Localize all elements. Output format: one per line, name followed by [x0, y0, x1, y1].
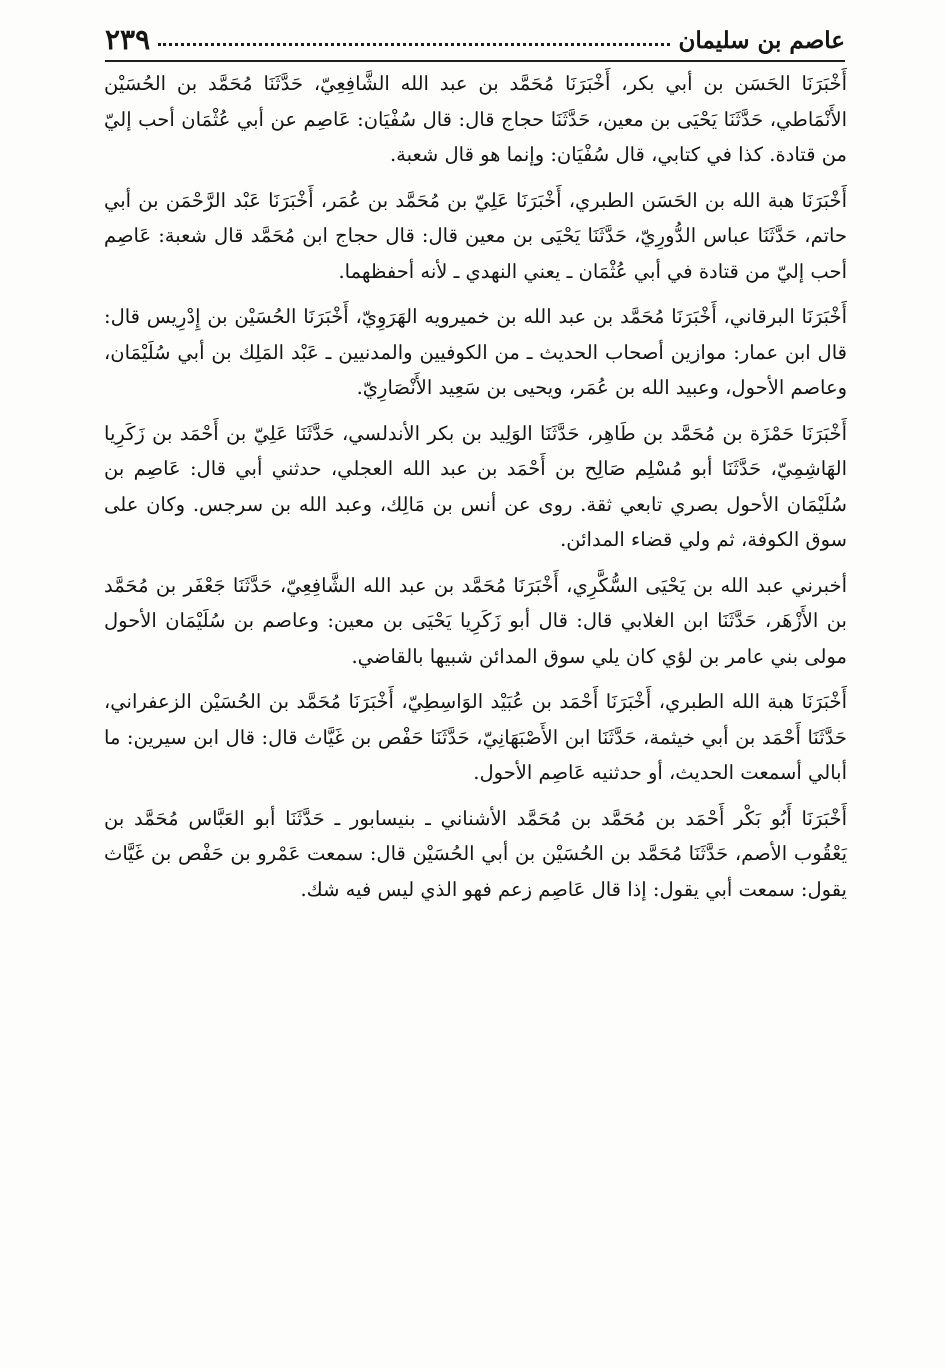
paragraph-7: أَخْبَرَنَا أَبُو بَكْر أَحْمَد بن مُحَمَّد بن مُحَمَّد الأشناني ـ بنيسابور ـ حَدَّثَنَا أبو العَبَّاس مُحَمَّد بن يَعْقُوب الأصم، حَدَّثَنَا مُحَمَّد بن الحُسَيْن بن أبي الحُسَيْن قال: سمعت عَمْرو بن حَفْص بن غَيَّاث يقول: سمعت أبي يقول: إذا قال عَاصِم زعم فهو الذي ليس فيه شك.: [104, 806, 847, 901]
page-number: ٢٣٩: [105, 23, 151, 56]
page-header: [105, 14, 845, 62]
paragraph-2: أَخْبَرَنَا هبة الله بن الحَسَن الطبري، أَخْبَرَنَا عَلِيّ بن مُحَمَّد بن عُمَر، أَخْبَرَنَا عَبْد الرَّحْمَن بن أبي حاتم، حَدَّثَنَا عباس الدُّورِيّ، حَدَّثَنَا يَحْيَى بن معين قال: قال حجاج ابن مُحَمَّد قال شعبة: عَاصِم أحب إليّ من قتادة في أبي عُثْمَان ـ يعني النهدي ـ لأنه أحفظهما.: [104, 188, 847, 283]
paragraph-4: أَخْبَرَنَا حَمْزَة بن مُحَمَّد بن طَاهِر، حَدَّثَنَا الوَلِيد بن بكر الأندلسي، حَدَّثَنَا عَلِيّ بن أَحْمَد بن زَكَرِيا الهَاشِمِيّ، حَدَّثَنَا أبو مُسْلِم صَالِح بن أَحْمَد بن عبد الله العجلي، حدثني أبي قال: عَاصِم بن سُلَيْمَان الأحول بصري تابعي ثقة. روى عن أنس بن مَالِك، وعبد الله بن سرجس. وكان على سوق الكوفة، ثم ولي قضاء المدائن.: [104, 421, 847, 551]
paragraph-5: أخبرني عبد الله بن يَحْيَى السُّكَّرِي، أَخْبَرَنَا مُحَمَّد بن عبد الله الشَّافِعِيّ، حَدَّثَنَا جَعْفَر بن مُحَمَّد بن الأَزْهَر، حَدَّثَنَا ابن الغلابي قال: قال أبو زَكَرِيا يَحْيَى بن معين: وعاصم بن سُلَيْمَان الأحول مولى بني عامر بن لؤي كان يلي سوق المدائن شبيها بالقاضي.: [104, 573, 847, 668]
running-head: عاصم بن سليمان: [678, 27, 845, 54]
paragraph-3: أَخْبَرَنَا البرقاني، أَخْبَرَنَا مُحَمَّد بن عبد الله بن خميرويه الهَرَوِيّ، أَخْبَرَنَا الحُسَيْن بن إِدْرِيس قال: قال ابن عمار: موازين أصحاب الحديث ـ من الكوفيين والمدنيين ـ عَبْد المَلِك بن أبي سُلَيْمَان، وعاصم الأحول، وعبيد الله بن عُمَر، ويحيى بن سَعِيد الأَنْصَارِيّ.: [104, 305, 847, 399]
paragraph-6: أَخْبَرَنَا هبة الله الطبري، أَخْبَرَنَا أَحْمَد بن عُبَيْد الوَاسِطِيّ، أَخْبَرَنَا مُحَمَّد بن الحُسَيْن الزعفراني، حَدَّثَنَا أَحْمَد بن أبي خيثمة، حَدَّثَنَا ابن الأَصْبَهَانِيّ، حَدَّثَنَا حَفْص بن غَيَّاث قال: قال ابن سيرين: ما أبالي أسمعت الحديث، أو حدثنيه عَاصِم الأحول.: [104, 690, 847, 784]
paragraph-1: أَخْبَرَنَا الحَسَن بن أبي بكر، أَخْبَرَنَا مُحَمَّد بن عبد الله الشَّافِعِيّ، حَدَّثَنَا مُحَمَّد بن الحُسَيْن الأَنْمَاطي، حَدَّثَنَا يَحْيَى بن معين، حَدَّثَنَا حجاج قال: قال سُفْيَان: عَاصِم عن أبي عُثْمَان أحب إليّ من قتادة. كذا في كتابي، قال سُفْيَان: وإنما هو قال شعبة.: [104, 72, 847, 166]
body-text: [104, 66, 847, 907]
dotted-leader: [158, 43, 670, 46]
